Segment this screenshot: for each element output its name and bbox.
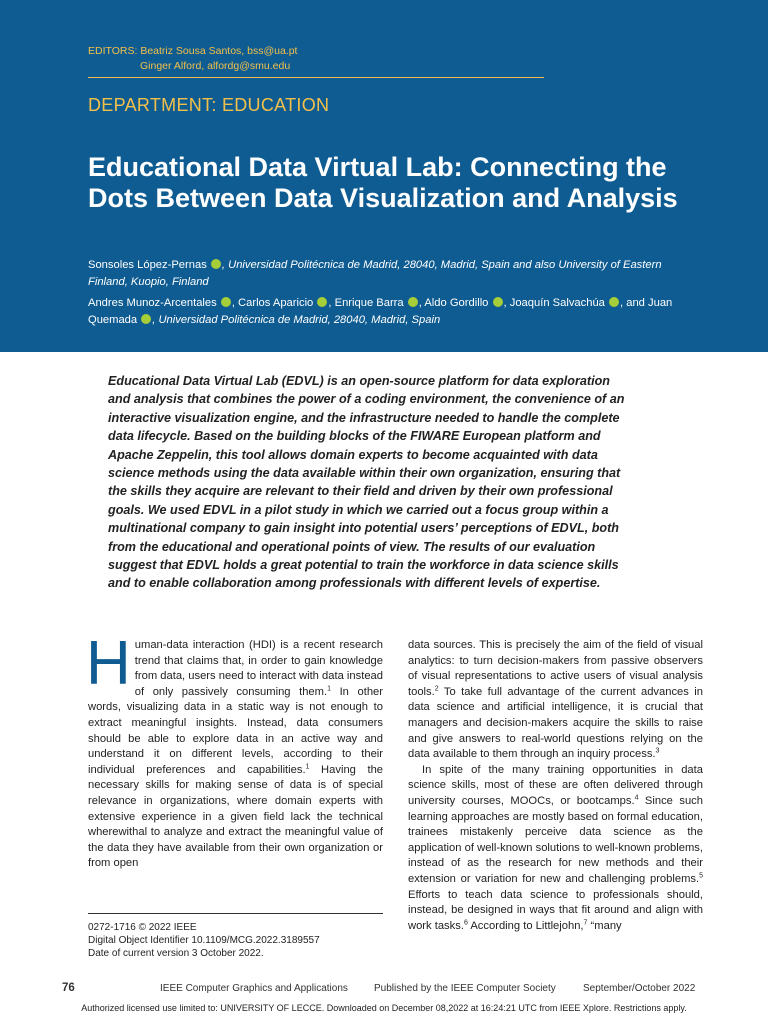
body-column-right — [408, 638, 703, 934]
journal-name: IEEE Computer Graphics and Applications — [160, 983, 348, 994]
authors-block — [88, 257, 688, 333]
body-text: “many — [587, 919, 622, 932]
license-notice: Authorized licensed use limited to: UNIVERSITY OF LECCE. Downloaded on December 08,2022 at 16:24:21 UTC from IEEE Xplore. Restrictions apply. — [81, 1003, 687, 1013]
body-text: uman-data interaction (HDI) is a recent research trend that claims that, in order to gain knowledge from data, users need to interact with data instead of only passively consuming them. — [134, 639, 383, 698]
citation-ref[interactable]: 6 — [463, 918, 468, 926]
body-text: data sources. This is precisely the aim of the field of visual analytics: to turn decision-makers from passive observers of visual representations to active users of visual analysis tools. — [408, 639, 703, 698]
orcid-icon[interactable] — [141, 314, 151, 324]
doi-line[interactable]: Digital Object Identifier 10.1109/MCG.2022.3189557 — [88, 935, 320, 946]
footnote-divider — [88, 913, 383, 914]
author-name: Sonsoles López-Pernas — [88, 259, 207, 271]
orcid-icon[interactable] — [221, 297, 231, 307]
citation-ref[interactable]: 5 — [699, 872, 703, 880]
orcid-icon[interactable] — [211, 259, 221, 269]
body-text: In spite of the many training opportunities in data science skills, most of these are often delivered through university courses, MOOCs, or bootcamps. — [408, 763, 703, 807]
body-text: Efforts to teach data science to professionals should, instead, be designed in ways that fit around and align with work tasks. — [408, 888, 703, 932]
author-name: , Carlos Aparicio — [231, 297, 314, 309]
orcid-icon[interactable] — [408, 297, 418, 307]
orcid-icon[interactable] — [493, 297, 503, 307]
page-number: 76 — [62, 982, 75, 994]
body-text: To take full advantage of the current advances in data science and artificial intelligence, it is crucial that managers and decision-makers acquire the skills to raise and give answers to real-world questions relying on the data available to them through an inquiry process. — [408, 685, 703, 761]
editors-block — [88, 44, 297, 74]
body-column-left — [86, 629, 384, 872]
orcid-icon[interactable] — [317, 297, 327, 307]
body-paragraph — [408, 763, 703, 935]
author-name: , and Juan Quemada — [88, 297, 673, 326]
drop-cap: H — [86, 629, 131, 698]
author-affiliation: , Universidad Politécnica de Madrid, 28040, Madrid, Spain and also University of Eastern Finland, Kuopio, Finland — [88, 259, 662, 288]
footnote-block — [88, 921, 320, 960]
author-name: , Aldo Gordillo — [418, 297, 489, 309]
publisher-line: Published by the IEEE Computer Society — [374, 983, 556, 994]
department-label: DEPARTMENT: EDUCATION — [88, 95, 330, 115]
citation-ref[interactable]: 4 — [634, 794, 639, 802]
citation-ref[interactable]: 3 — [655, 747, 660, 755]
orcid-icon[interactable] — [609, 297, 619, 307]
article-title: Educational Data Virtual Lab: Connecting the Dots Between Data Visualization and Analysis — [88, 152, 678, 213]
body-paragraph — [86, 629, 384, 872]
body-paragraph — [408, 638, 703, 763]
header-banner — [0, 0, 768, 352]
author-name: , Joaquín Salvachúa — [503, 297, 605, 309]
header-divider — [88, 77, 544, 78]
author-line-1 — [88, 257, 688, 290]
citation-ref[interactable]: 1 — [305, 763, 310, 771]
citation-ref[interactable]: 1 — [327, 685, 331, 693]
body-text: According to Littlejohn, — [467, 919, 584, 932]
editors-line-2: Ginger Alford, alfordg@smu.edu — [140, 60, 291, 72]
citation-ref[interactable]: 7 — [583, 918, 588, 926]
author-name: , Enrique Barra — [328, 297, 404, 309]
author-line-2 — [88, 295, 688, 328]
body-text: Since such learning approaches are mostly based on formal education, trainees mistakenly perceive data science as the application of well-known solutions to well-known problems, instead of as the research for new methods and their extension or variation for new and challenging problems. — [408, 794, 703, 885]
version-date-line: Date of current version 3 October 2022. — [88, 948, 264, 959]
author-name: Andres Munoz-Arcentales — [88, 297, 217, 309]
citation-ref[interactable]: 2 — [434, 685, 439, 693]
body-text: Having the necessary skills for making sense of data is of special relevance in organizations, where domain experts with extensive experience in a given field lack the technical wherewithal to analyze and extract the meaningful value of the data they have available from their own organization or from open — [88, 763, 384, 870]
author-affiliation: , Universidad Politécnica de Madrid, 28040, Madrid, Spain — [152, 313, 441, 326]
body-text: In other words, visualizing data in a static way is not enough to extract meaningful insights. Instead, data consumers should be able to explore data in an active way and understand it on different levels, according to their individual preferences and capabilities. — [88, 685, 383, 776]
abstract: Educational Data Virtual Lab (EDVL) is an open-source platform for data exploration and analysis that combines the power of a coding environment, the convenience of an interactive visualization engine, and the infrastructure needed to handle the complete data lifecycle. Based on the building blocks of the FIWARE European platform and Apache Zeppelin, this tool allows domain experts to become acquainted with data science methods using the data available within their own organization, ensuring that the skills they acquire are relevant to their field and driven by their own professional goals. We used EDVL in a pilot study in which we carried out a focus group within a multinational company to gain insight into potential users’ perceptions of EDVL, both from the educational and operational points of view. The results of our evaluation suggest that EDVL holds a great potential to train the workforce in data science skills and to enable collaboration among professionals with different levels of expertise. — [108, 374, 625, 591]
issn-line: 0272-1716 © 2022 IEEE — [88, 922, 197, 933]
editors-line-1: EDITORS: Beatriz Sousa Santos, bss@ua.pt — [88, 45, 298, 57]
issue-date: September/October 2022 — [583, 983, 696, 994]
